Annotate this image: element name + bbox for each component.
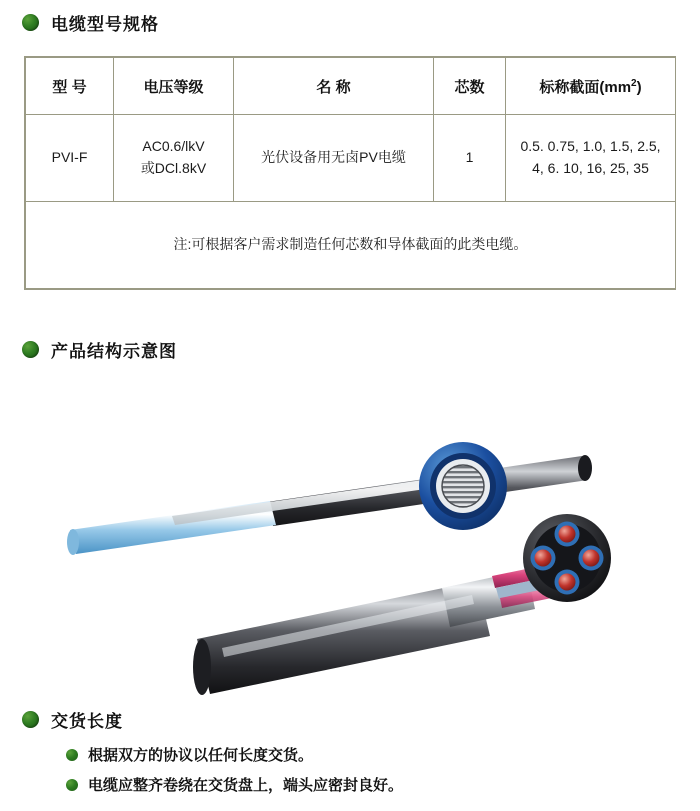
table-note-row xyxy=(26,202,676,289)
page-title-structure: 产品结构示意图 xyxy=(51,342,177,361)
page-title-spec: 电缆型号规格 xyxy=(51,15,159,34)
single-core-cross-section xyxy=(419,442,507,530)
column-header-section-tail: ) xyxy=(636,78,642,96)
page-title-delivery: 交货长度 xyxy=(51,712,123,731)
green-dot-icon xyxy=(22,341,39,358)
column-header-section xyxy=(506,58,676,115)
table-header-row xyxy=(26,58,676,115)
column-header-cores: 芯数 xyxy=(434,58,506,115)
cable-structure-illustration xyxy=(22,376,678,706)
green-dot-icon xyxy=(66,779,78,791)
cell-voltage-line1: AC0.6/lkV xyxy=(142,138,205,155)
cell-cores: 1 xyxy=(434,115,506,202)
cell-section-line1: 0.5. 0.75, 1.0, 1.5, 2.5, xyxy=(520,138,661,155)
section-delivery-length xyxy=(22,707,678,804)
lower-cable-graphic xyxy=(193,562,567,695)
section-heading-delivery xyxy=(22,707,678,732)
column-header-voltage: 电压等级 xyxy=(114,58,234,115)
column-header-section-superscript: 2 xyxy=(631,77,637,89)
cell-voltage xyxy=(114,115,234,202)
cell-name: 光伏设备用无卤PV电缆 xyxy=(234,115,434,202)
column-header-section-base: 标称截面(mm xyxy=(539,78,632,96)
green-dot-icon xyxy=(66,749,78,761)
table-note: 注:可根据客户需求制造任何芯数和导体截面的此类电缆。 xyxy=(26,202,676,289)
section-heading-structure xyxy=(22,337,678,362)
cell-section-line2: 4, 6. 10, 16, 25, 35 xyxy=(532,160,649,176)
section-product-structure xyxy=(22,337,678,706)
green-dot-icon xyxy=(22,711,39,728)
column-header-model: 型 号 xyxy=(26,58,114,115)
spec-table-container xyxy=(24,56,676,290)
list-item-label: 根据双方的协议以任何长度交货。 xyxy=(88,747,314,764)
list-item xyxy=(66,744,678,765)
cell-model: PVI-F xyxy=(26,115,114,202)
upper-cable-graphic xyxy=(67,455,592,555)
section-cable-specification xyxy=(22,10,678,290)
cell-voltage-line2: 或DCl.8kV xyxy=(140,160,207,176)
delivery-list xyxy=(66,744,678,795)
column-header-name: 名 称 xyxy=(234,58,434,115)
section-heading-spec xyxy=(22,10,678,35)
cell-section xyxy=(506,115,676,202)
list-item-label: 电缆应整齐卷绕在交货盘上，端头应密封良好。 xyxy=(88,777,404,794)
spec-table xyxy=(25,57,676,289)
multi-core-cross-section xyxy=(523,514,611,602)
table-row xyxy=(26,115,676,202)
list-item xyxy=(66,774,678,795)
green-dot-icon xyxy=(22,14,39,31)
